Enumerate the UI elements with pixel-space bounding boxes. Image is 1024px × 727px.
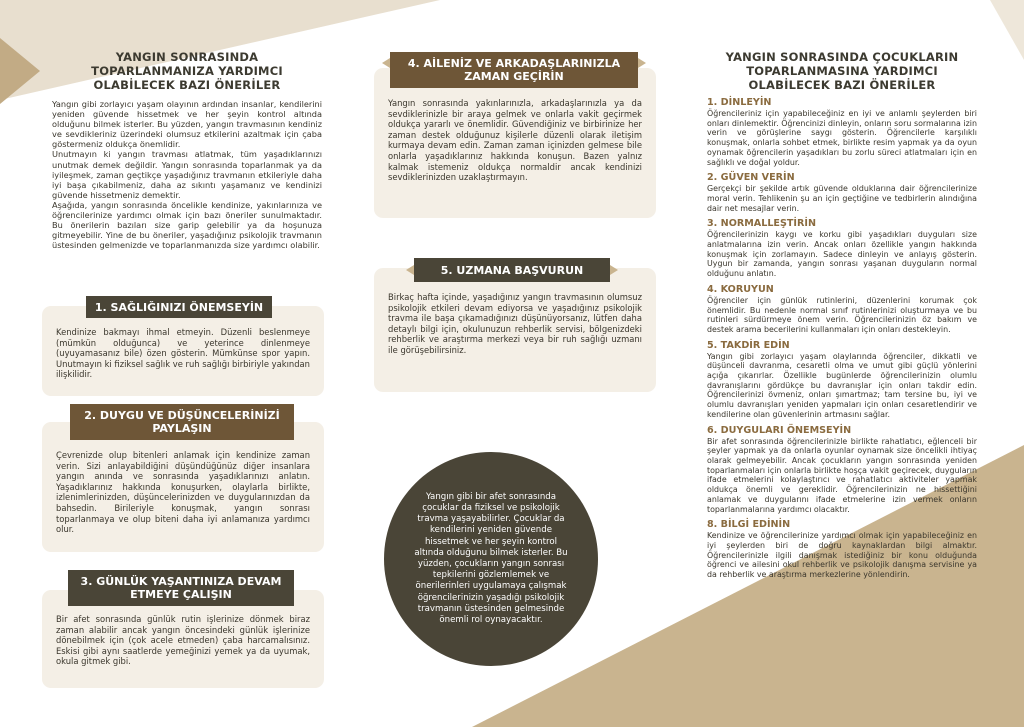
section-3-banner [68, 570, 294, 606]
left-intro-paragraph-1: Yangın gibi zorlayıcı yaşam olayının ardından insanlar, kendilerini yeniden güvende hissetmek ve her şeyin kontrol altında olduğunu bilmek isterler. Bu yüzden, yangın travmasının kendiniz ve sevdikleriniz üzerindeki olumsuz etkilerini azaltmak için çaba göstermeniz oldukça önemlidir. [52, 99, 322, 150]
section-2-banner [70, 404, 294, 440]
section-5-banner-right-tick [610, 265, 618, 275]
section-1-text: Kendinize bakmayı ihmal etmeyin. Düzenli beslenmeye (mümkün olduğunca) ve yeterince dinlenmeye (uyuyamasanız bile) özen gösterin. Mümkünse spor yapın. Unutmayın ki fiziksel sağlık ve ruh sağlığı birbiriyle yakından ilişkilidir. [56, 327, 310, 380]
right-item-3-heading: 3. NORMALLEŞTİRİN [707, 218, 816, 230]
section-4-title: 4. AİLENİZ VE ARKADAŞLARINIZLA ZAMAN GEÇİRİN [407, 57, 621, 83]
section-4-text: Yangın sonrasında yakınlarınızla, arkadaşlarınızla ya da sevdiklerinizle bir araya gelmek ve onlarla vakit geçirmek oldukça yararlı ve önemlidir. Güvendiğiniz ve birbirinize her zaman destek olduğunuz kişilerle düzenli olarak iletişim kurmaya devam edin. Zaman zaman içinizden gelmese bile onlarla yaşadıklarınız hakkında konuşun. Bazen yalnız kalmak istemeniz oldukça normaldir ancak kendinizi sevdiklerinizden uzaklaştırmayın. [388, 98, 642, 183]
section-2-text: Çevrenizde olup bitenleri anlamak için kendinize zaman verin. Sizi anlayabildiğini düşündüğünüz diğer insanlara yangın anında ve sonrasında yaşadıklarınızı anlatın. Yaşadıklarınız hakkında konuşurken, olaylarla birlikte, izlenimlerinizden, düşüncelerinizden ve duygularınızdan da bahsedin. Birileriyle konuşmak, yangın sonrası toparlanmaya ve olup biteni daha iyi anlamanıza yardımcı olur. [56, 450, 310, 535]
summary-circle [384, 452, 598, 666]
section-4-banner [390, 52, 638, 88]
right-item-4-heading: 4. KORUYUN [707, 283, 774, 295]
left-panel [52, 50, 322, 250]
section-1-banner [86, 296, 272, 318]
right-item-5-heading: 5. TAKDİR EDİN [707, 339, 790, 351]
section-5-text: Birkaç hafta içinde, yaşadığınız yangın travmasının olumsuz psikolojik etkileri devam ediyorsa ve yaşadığınız psikolojik travma ile başa çıkamadığınızı düşünüyorsanız, lütfen daha detaylı bilgi için, okulunuzun rehberlik servisi, bölgenizdeki rehberlik ve araştırma merkezi veya bir ruh sağlığı uzmanı ile görüşebilirsiniz. [388, 292, 642, 355]
section-5-box [374, 268, 656, 392]
section-4-box [374, 68, 656, 218]
right-item-6-text: Bir afet sonrasında öğrencilerinizle birlikte rahatlatıcı, eğlenceli bir şeyler yapmak ya da onlarla oyunlar oynamak size öncelikli ihtiyaç olarak gelmeyebilir. Ancak çocukların yangın sonrasında yeniden toparlanmaları için onlarla birlikte hoşça vakit geçirecek, duyguların ifade etmelerini kolaylaştırıcı ve rahatlatıcı aktiviteler yapmak oldukça önemli ve gereklidir. Öğrencilerinizin ne hissettiğini anlamak ve duygularını ifade etmelerine izin vermek onların toparlanmalarına yardımcı olacaktır. [707, 436, 977, 514]
right-item-8-text: Kendinize ve öğrencilerinize yardımcı olmak için yapabileceğiniz en iyi şeylerden biri de doğru kaynaklardan bilgi almaktır. Öğrencilerinizle ilgili danışmak istediğiniz bir konu olduğunda öğrenci ve ailesini okul rehberlik ve psikolojik danışma servisine ya da rehberlik ve araştırma merkezlerine yönlendirin. [707, 531, 977, 580]
right-item-2-heading: 2. GÜVEN VERİN [707, 172, 795, 184]
left-intro-paragraph-3: Aşağıda, yangın sonrasında öncelikle kendinize, yakınlarınıza ve öğrencilerinize yardımcı olmak için bazı öneriler sunulmaktadır. Bu önerilerin bazıları size garip gelebilir ya da hoşunuza gitmeyebilir. Yine de bu öneriler, yaşadığınız psikolojik travmanın üstesinden gelmenizde ve toparlanmanızda size yardımcı olabilir. [52, 199, 322, 251]
section-1-box [42, 306, 324, 396]
section-4-banner-right-tick [638, 58, 646, 68]
section-4-banner-left-tick [382, 58, 390, 68]
section-1-title: 1. SAĞLIĞINIZI ÖNEMSEYİN [94, 300, 264, 314]
right-panel-title: YANGIN SONRASINDA ÇOCUKLARIN TOPARLANMASINA YARDIMCI OLABİLECEK BAZI ÖNERİLER [725, 50, 959, 92]
section-3-text: Bir afet sonrasında günlük rutin işlerinize dönmek biraz zaman alabilir ancak yangın öncesindeki günlük işlerinize dönebilmek için (çok acele etmeden) çaba harcamalısınız. Eskisi gibi aynı saatlerde yemeğinizi yemek ya da uyumak, okula gitmek gibi. [56, 614, 310, 667]
section-5-banner-left-tick [406, 265, 414, 275]
summary-circle-text: Yangın gibi bir afet sonrasında çocuklar da fiziksel ve psikolojik travma yaşayabilirler. Çocuklar da kendilerini yeniden güvende hissetmek ve her şeyin kontrol altında olduğunu bilmek isterler. Bu yüzden, çocukların yangın sonrası tepkilerini gözlemlemek ve önerilerinleri uygulamaya çalışmak öğrencilerinizin yaşadığı psikolojik travmanın üstesinden gelmesinde önemli rol oynayacaktır. [414, 491, 568, 626]
right-item-4-text: Öğrenciler için günlük rutinlerini, düzenlerini korumak çok önemlidir. Bu nedenle normal sınıf rutinlerinizi oluşturmaya ve bu rutinleri sürdürmeye önem verin. Öğrencilerinizin öz bakım ve destek arama becerilerini kullanmaları için onları destekleyin. [707, 295, 977, 334]
section-2-box [42, 422, 324, 552]
section-5-title: 5. UZMANA BAŞVURUN [440, 263, 584, 277]
right-item-1-text: Öğrencileriniz için yapabileceğiniz en iyi ve anlamlı şeylerden biri onları dinlemektir. Öğrencinizi dinleyin, onların soru sormalarına izin verin ve görüşlerine saygı gösterin. Öğrencilerle karşılıklı konuşmak, onlarla sohbet etmek, birlikte resim yapmak ya da oyun oynamak öğrencilerin yaşadıkları bu zorlu süreci atlatmaları için en sağlıklı ve doğal yoldur. [707, 109, 977, 167]
right-item-2-text: Gerçekçi bir şekilde artık güvende olduklarına dair öğrencilerinize moral verin. Tehlikenin şu an için geçtiğine ve tedbirlerin alındığına dair net mesajlar verin. [707, 184, 977, 213]
right-item-3-text: Öğrencilerinizin kaygı ve korku gibi yaşadıkları duyguları size anlatmalarına izin verin. Ancak onları özellikle yangın hakkında konuşmak için zorlamayın. Sadece dinleyin ve anlayış gösterin. Uygun bir zamanda, yangın sonrası yaşanan duyguların normal olduğunu anlatın. [707, 230, 977, 279]
right-item-1-heading: 1. DİNLEYİN [707, 97, 772, 108]
left-panel-title: YANGIN SONRASINDA TOPARLANMANIZA YARDIMCI OLABİLECEK BAZI ÖNERİLER [91, 50, 283, 92]
right-item-5-text: Yangın gibi zorlayıcı yaşam olaylarında öğrenciler, dikkatli ve düşünceli davranma, cesaretli olma ve umut gibi güçlü yönlerini açığa çıkarırlar. Özellikle bugünlerde öğrencilerinizin olumlu davranışlarını gördükçe bu davranışlar için onları takdir edin. Öğrencilerinizi övmeniz, onları şımartmaz; tam tersine bu, iyi ve olumlu davranışları yeniden yapmaları için onları cesaretlendirir ve kendilerine olan güvenlerinin artmasını sağlar. [707, 351, 977, 419]
right-item-8-heading: 8. BİLGİ EDİNİN [707, 519, 791, 531]
right-item-6-heading: 6. DUYGULARI ÖNEMSEYİN [707, 424, 852, 436]
section-5-banner [414, 258, 610, 282]
right-panel [707, 50, 977, 580]
left-intro-paragraph-2: Unutmayın ki yangın travması atlatmak, tüm yaşadıklarınızı unutmak demek değildir. Yangın sonrasında toparlanmak ya da iyileşmek, zaman geçtikçe yaşadığınız travmanın etkileriyle daha iyi başa çıkabilmeniz, daha az sıkıntı yaşamanız ve kendinizi güvende hissetmeniz demektir. [52, 149, 322, 200]
section-2-title: 2. DUYGU VE DÜŞÜNCELERİNİZİ PAYLAŞIN [84, 409, 280, 435]
section-3-title: 3. GÜNLÜK YAŞANTINIZA DEVAM ETMEYE ÇALIŞIN [80, 575, 282, 601]
